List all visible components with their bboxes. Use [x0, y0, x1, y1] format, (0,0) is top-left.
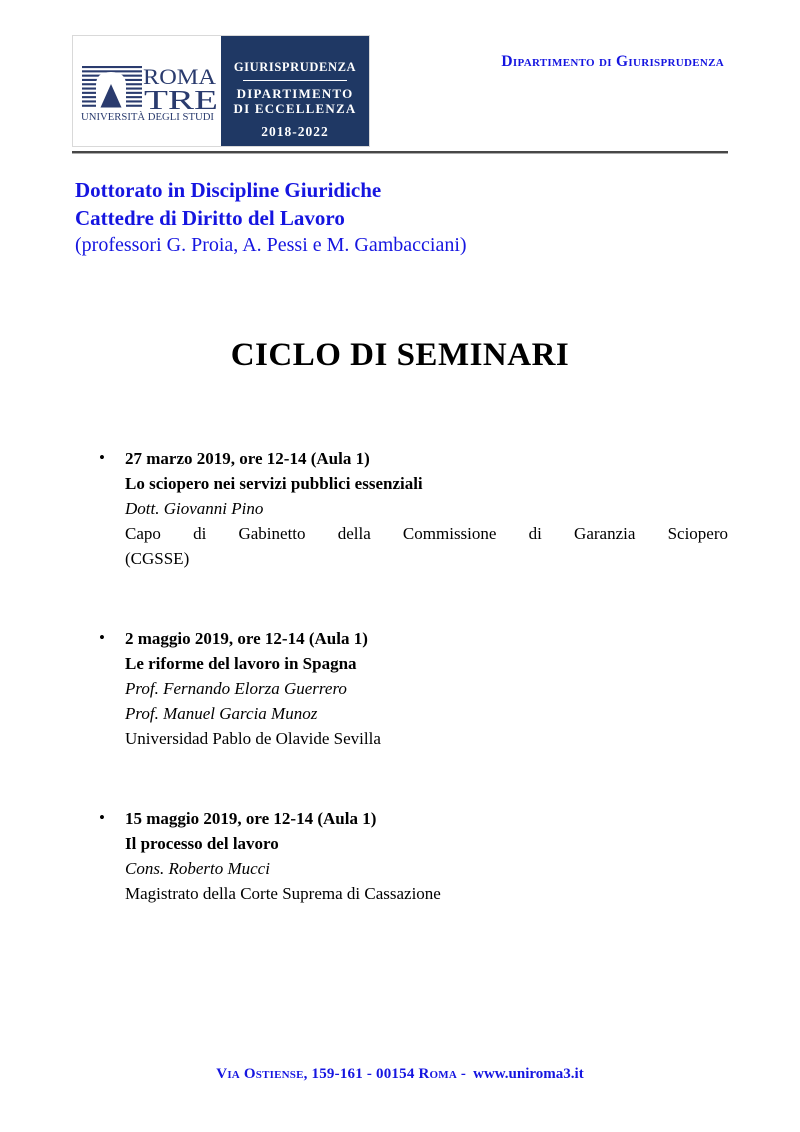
logo-wordmark-roma: ROMA: [143, 64, 217, 89]
panel-dipartimento-label: DIPARTIMENTO: [236, 86, 354, 101]
seminar-item-1: [72, 446, 728, 571]
seminar-speaker: Prof. Manuel Garcia Munoz: [125, 704, 318, 723]
seminar-title: Le riforme del lavoro in Spagna: [125, 654, 357, 673]
panel-divider: [243, 80, 347, 81]
seminar-affiliation: Capo di Gabinetto della Commissione di Garanzia Sciopero: [125, 524, 728, 543]
panel-eccellenza-label: DI ECCELLENZA: [233, 101, 357, 116]
seminar-affiliation: Magistrato della Corte Suprema di Cassazione: [125, 884, 441, 903]
seminar-date: 2 maggio 2019, ore 12-14 (Aula 1): [125, 629, 368, 648]
department-label: Dipartimento di Giurisprudenza: [501, 53, 724, 70]
panel-years-label: 2018-2022: [261, 124, 329, 139]
seminar-affiliation-cont: (CGSSE): [125, 549, 190, 568]
program-line-1: Dottorato in Discipline Giuridiche: [75, 178, 382, 202]
program-heading: [75, 176, 467, 259]
header-divider-rule: [72, 151, 728, 154]
seminar-speaker: Dott. Giovanni Pino: [125, 499, 264, 518]
roma-tre-logo-mark: [73, 36, 221, 146]
bullet-marker: •: [99, 628, 105, 647]
seminar-list: [72, 446, 728, 961]
seminar-title: Il processo del lavoro: [125, 834, 279, 853]
seminar-speaker: Cons. Roberto Mucci: [125, 859, 270, 878]
roma-tre-arch-icon: [73, 36, 221, 146]
footer: [0, 1064, 800, 1084]
page-title: CICLO DI SEMINARI: [230, 337, 570, 373]
seminar-date: 15 maggio 2019, ore 12-14 (Aula 1): [125, 809, 377, 828]
program-professors: (professori G. Proia, A. Pessi e M. Gambacciani): [75, 234, 467, 256]
logo-wordmark-tre: TRE: [144, 85, 218, 115]
footer-address: Via Ostiense, 159-161 - 00154 Roma -: [216, 1066, 467, 1082]
seminar-title: Lo sciopero nei servizi pubblici essenziali: [125, 474, 423, 493]
panel-giurisprudenza-label: GIURISPRUDENZA: [233, 60, 357, 74]
logo-university-subtitle: UNIVERSITÀ DEGLI STUDI: [81, 112, 212, 123]
excellence-panel: [221, 36, 369, 146]
university-logo: [72, 35, 370, 147]
seminar-speaker: Prof. Fernando Elorza Guerrero: [125, 679, 347, 698]
program-line-2: Cattedre di Diritto del Lavoro: [75, 206, 345, 230]
seminar-date: 27 marzo 2019, ore 12-14 (Aula 1): [125, 449, 370, 468]
seminar-item-2: [72, 626, 728, 751]
seminar-item-3: [72, 806, 728, 906]
bullet-marker: •: [99, 808, 105, 827]
seminar-affiliation: Universidad Pablo de Olavide Sevilla: [125, 729, 381, 748]
bullet-marker: •: [99, 448, 105, 467]
footer-website-link[interactable]: www.uniroma3.it: [473, 1066, 584, 1082]
